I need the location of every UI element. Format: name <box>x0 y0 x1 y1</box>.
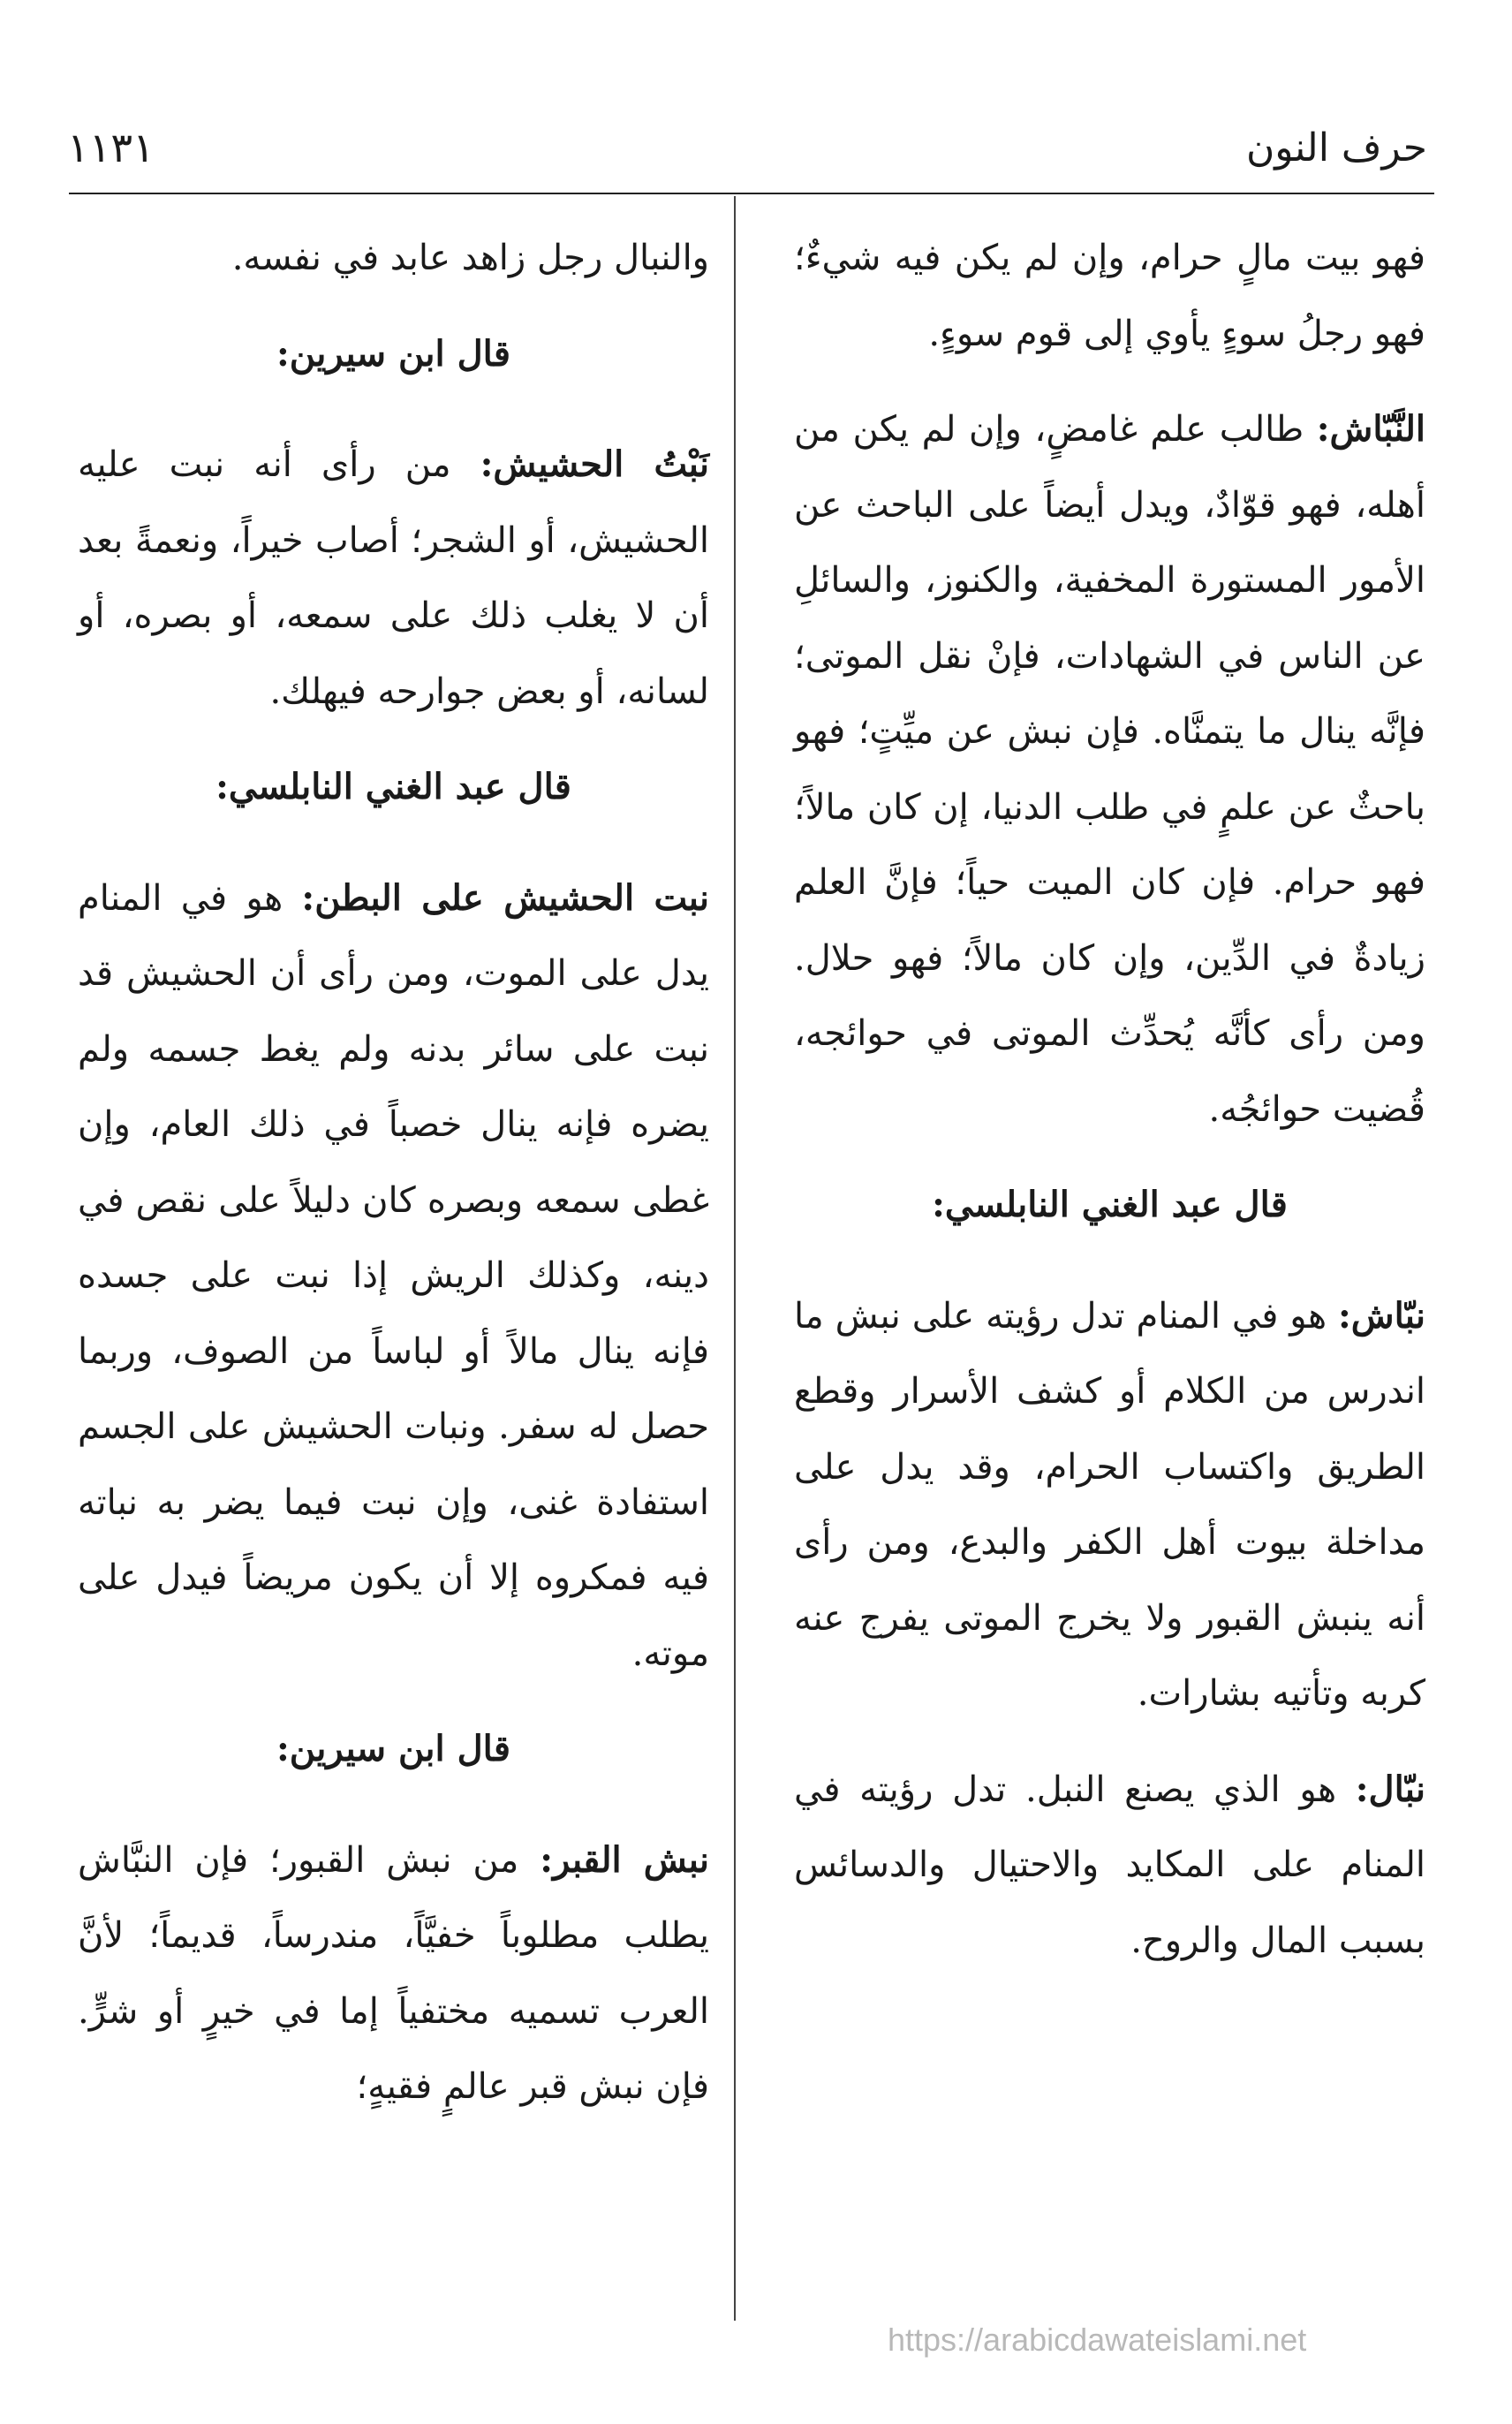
column-divider <box>734 196 736 2321</box>
attribution-heading: قال عبد الغني النابلسي: <box>932 1184 1288 1225</box>
entry-term: نبت الحشيش على البطن: <box>301 876 709 919</box>
entry-term: نَبْتُ الحشيش: <box>480 443 709 485</box>
header-divider <box>69 193 1434 194</box>
entry-nabsh-al-qabr <box>78 1822 709 2125</box>
right-column <box>794 221 1425 1998</box>
entry-term: نبّال: <box>1355 1768 1425 1810</box>
entry-text: هو في المنام يدل على الموت، ومن رأى أن الحشيش قد نبت على سائر بدنه ولم يغط جسمه ولم يضره فإنه ينال خصباً في ذلك العام، وإن غطى سمعه وبصره كان دليلاً على نقص في دينه، وكذلك الريش إذا نبت على جسده فإنه ينال مالاً أو لباساً من الصوف، وربما حصل له سفر. ونبات الحشيش على الجسم استفادة غنى، وإن نبت فيما يضر به نباته فيه فمكروه إلا أن يكون مريضاً فيدل على موته. <box>78 877 710 1674</box>
entry-text: طالب علم غامضٍ، وإن لم يكن من أهله، فهو قوّادٌ، ويدل أيضاً على الباحث عن الأمور المستورة المخفية، والكنوز، والسائلِ عن الناس في الشهادات، فإنْ نقل الموتى؛ فإنَّه ينال ما يتمنَّاه. فإن نبش عن ميِّتٍ؛ فهو باحثٌ عن علمٍ في طلب الدنيا، إن كان مالاً؛ فهو حرام. فإن كان الميت حياً؛ فإنَّ العلم زيادةٌ في الدِّين، وإن كان مالاً؛ فهو حلال. ومن رأى كأنَّه يُحدِّث الموتى في حوائجه، قُضيت حوائجُه. <box>794 409 1426 1130</box>
attribution-heading: قال عبد الغني النابلسي: <box>215 766 571 807</box>
entry-term: النَّبّاش: <box>1316 408 1425 450</box>
attribution-heading: قال ابن سيرين: <box>276 1728 510 1769</box>
entry-text: من نبش القبور؛ فإن النبَّاش يطلب مطلوباً خفيَّاً، مندرساً، قديماً؛ لأنَّ العرب تسميه مختفياً إما في خيرٍ أو شرٍّ. فإن نبش قبر عالمٍ فقيهٍ؛ <box>78 1839 709 2107</box>
entry-nabt-al-hashish <box>78 427 709 730</box>
page-number: ١١٣١ <box>67 124 155 171</box>
entry-nabt-on-belly <box>78 860 709 1693</box>
left-column <box>78 221 709 2145</box>
entry-text: هو في المنام تدل رؤيته على نبش ما اندرس من الكلام أو كشف الأسرار وقطع الطريق واكتساب الحرام، وقد يدل على مداخلة بيوت أهل الكفر والبدع، ومن رأى أنه ينبش القبور ولا يخرج الموتى يفرج عنه كربه وتأتيه بشارات. <box>794 1295 1425 1714</box>
entry-text: هو الذي يصنع النبل. تدل رؤيته في المنام على المكايد والاحتيال والدسائس بسبب المال والروح. <box>794 1769 1425 1961</box>
entry-term: نبش القبر: <box>540 1838 709 1881</box>
entry-nabbash-2 <box>794 1278 1425 1732</box>
paragraph: فهو بيت مالٍ حرام، وإن لم يكن فيه شيءٌ؛ فهو رجلُ سوءٍ يأوي إلى قوم سوءٍ. <box>794 238 1425 354</box>
entry-text: من رأى أنه نبت عليه الحشيش، أو الشجر؛ أصاب خيراً، ونعمةً بعد أن لا يغلب ذلك على سمعه، أو بصره، أو لسانه، أو بعض جوارحه فيهلك. <box>78 444 709 712</box>
entry-nabbal <box>794 1752 1425 1980</box>
paragraph: والنبال رجل زاهد عابد في نفسه. <box>231 238 709 278</box>
attribution-heading: قال ابن سيرين: <box>276 332 510 375</box>
watermark-url: https://arabicdawateislami.net <box>888 2322 1307 2358</box>
entry-nabbash <box>794 391 1425 1148</box>
entry-term: نبّاش: <box>1338 1294 1425 1337</box>
chapter-title: حرف النون <box>1245 125 1427 170</box>
page-header <box>62 115 1450 186</box>
